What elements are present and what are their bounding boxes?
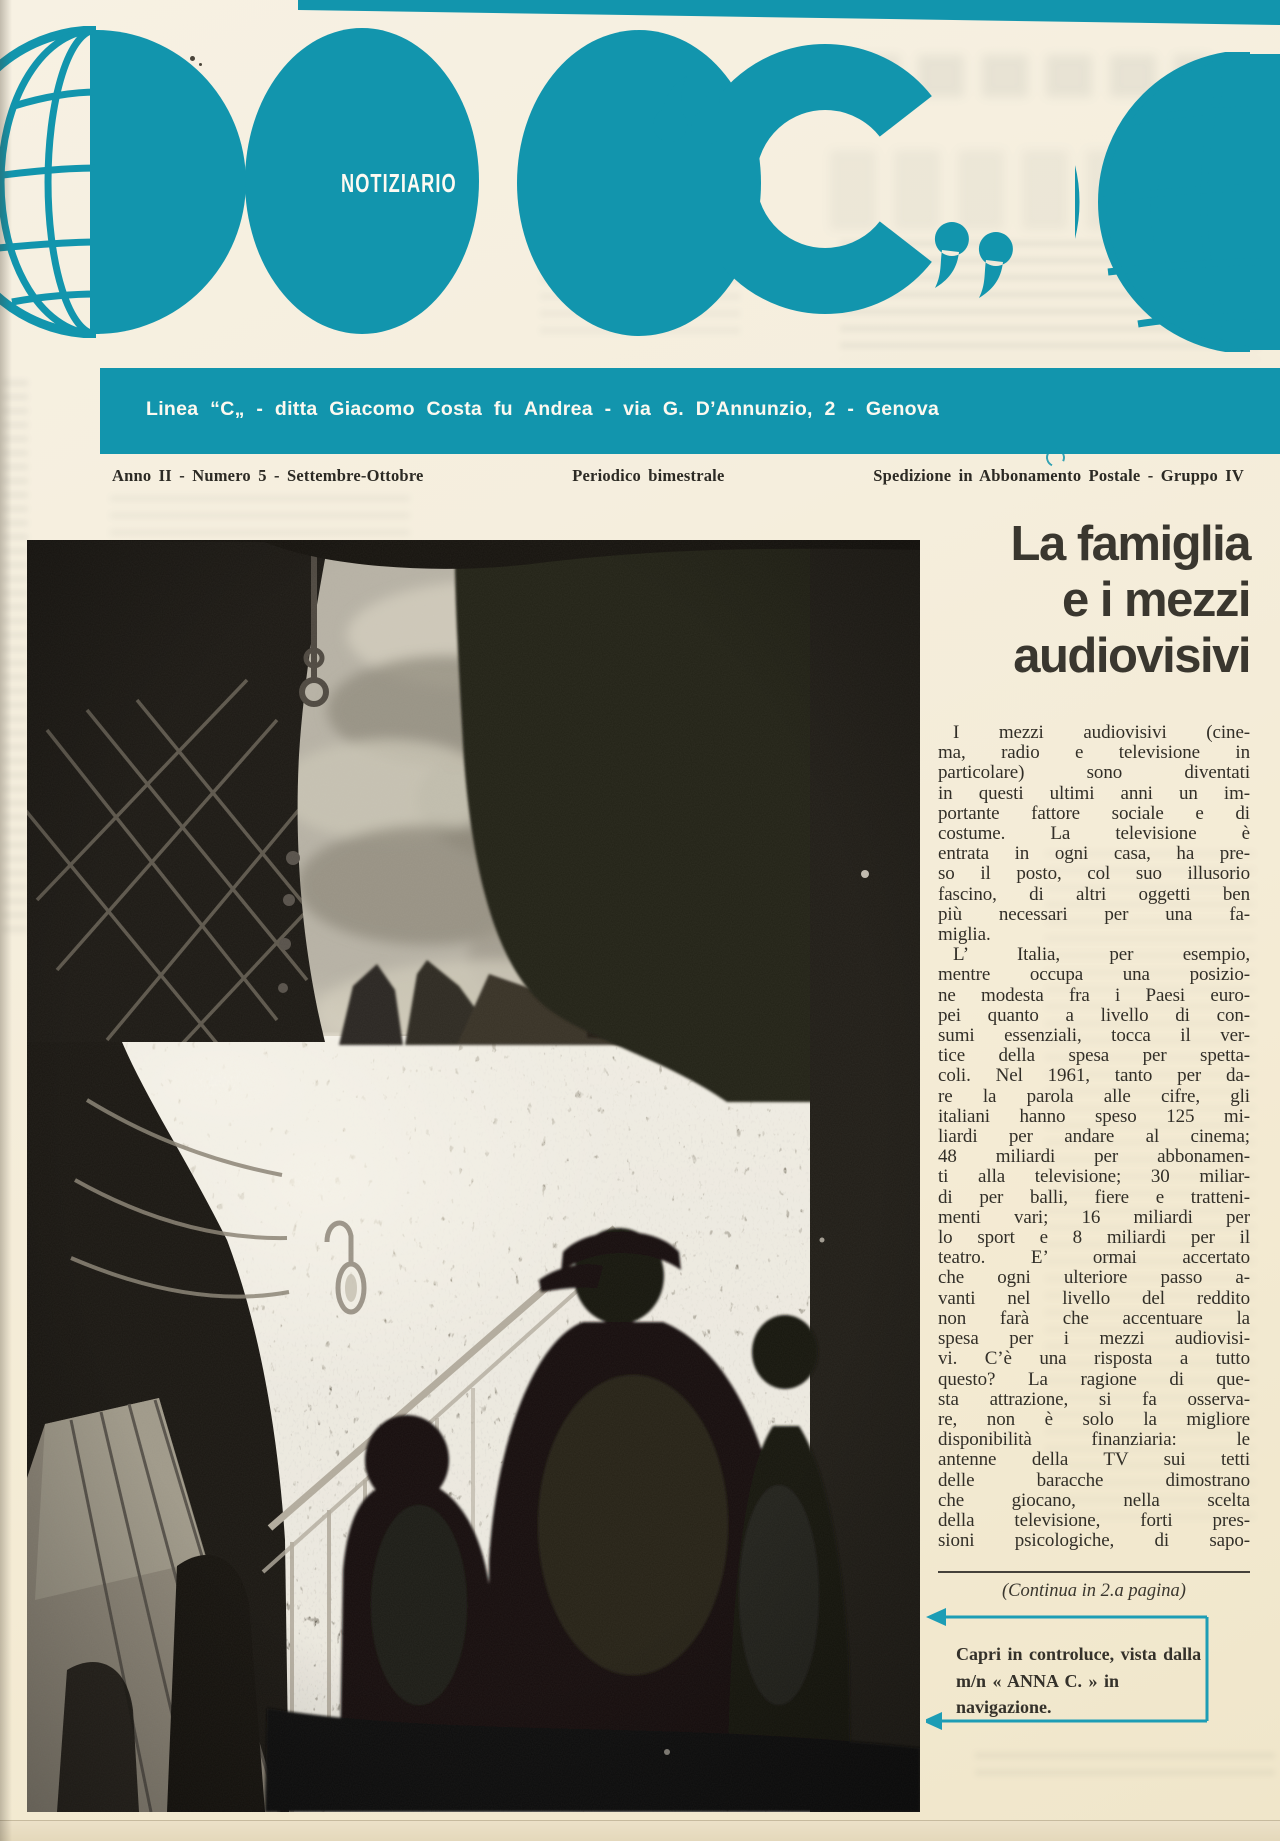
dust-speck [199, 63, 202, 66]
body-line: che giocano, nella scelta [938, 1489, 1250, 1511]
page-bottom-edge [0, 1820, 1280, 1841]
body-line: ti alla televisione; 30 miliar- [938, 1166, 1250, 1188]
body-line: vanti nel livello del reddito [938, 1287, 1250, 1309]
body-line: menti vari; 16 miliardi per [938, 1206, 1250, 1228]
photo-caption [956, 1641, 1210, 1721]
body-line: delle baracche dimostrano [938, 1469, 1250, 1491]
body-line: di per balli, fiere e tratteni- [938, 1186, 1250, 1208]
logo-circle-1 [245, 28, 479, 334]
body-line: liardi per andare al cinema; [938, 1126, 1250, 1148]
caption-arrow-bottom-icon [926, 1712, 942, 1730]
logo-close-quote [928, 222, 1024, 300]
body-paragraph [938, 945, 1250, 1551]
article-body [938, 723, 1250, 1551]
body-line: teatro. E’ ormai accertato [938, 1247, 1250, 1269]
body-line: questo? La ragione di que- [938, 1368, 1250, 1390]
body-line: tice della spesa per spetta- [938, 1045, 1250, 1067]
page-left-edge-shadow [0, 0, 12, 1841]
caption-line: m/n « ANNA C. » in navigazione. [956, 1670, 1120, 1717]
ghost-bleed-text [975, 1752, 1275, 1782]
address-bar [100, 368, 1280, 454]
logo-letter-c [722, 38, 938, 322]
body-line: sta attrazione, si fa osserva- [938, 1388, 1250, 1410]
body-line: so il posto, col suo illusorio [938, 863, 1250, 885]
issue-info: Anno II - Numero 5 - Settembre-Ottobre [112, 466, 424, 485]
body-line: costume. La televisione è [938, 823, 1250, 845]
body-line: portante fattore sociale e di [938, 802, 1250, 824]
dust-speck [190, 56, 195, 61]
body-line: più necessari per una fa- [938, 903, 1250, 925]
body-line: antenne della TV sui tetti [938, 1449, 1250, 1471]
continuation-note: (Continua in 2.a pagina) [1002, 1581, 1186, 1601]
body-line: entrata in ogni casa, ha pre- [938, 843, 1250, 865]
body-line: sioni psicologiche, di sapo- [938, 1530, 1250, 1552]
body-line: I mezzi audiovisivi (cine- [953, 722, 1250, 743]
body-line: non farà che accentuare la [938, 1307, 1250, 1329]
globe-grid-icon [1075, 52, 1280, 352]
hero-photo [27, 540, 920, 1812]
body-line: miglia. [938, 924, 991, 946]
body-line: che ogni ulteriore passo a- [938, 1267, 1250, 1289]
issue-postal-info: Spedizione in Abbonamento Postale - Gruppo IV [873, 466, 1244, 485]
body-line: re, non è solo la migliore [938, 1408, 1250, 1430]
body-line: italiani hanno speso 125 mi- [938, 1105, 1250, 1127]
notiziario-label: NOTIZIARIO [341, 168, 457, 198]
body-line: disponibilità finanziaria: le [938, 1429, 1250, 1451]
body-line: della televisione, forti pres- [938, 1509, 1250, 1531]
issue-line [112, 466, 1244, 486]
body-line: L’ Italia, per esempio, [953, 944, 1250, 966]
body-line: coli. Nel 1961, tanto per da- [938, 1065, 1250, 1087]
caption-line: Capri in controluce, vista dalla [956, 1644, 1202, 1664]
body-line: pei quanto a livello di con- [938, 1004, 1250, 1026]
issue-periodicity: Periodico bimestrale [572, 466, 725, 485]
body-paragraph [938, 723, 1250, 945]
body-line: 48 miliardi per abbonamen- [938, 1146, 1250, 1168]
body-line: re la parola alle cifre, gli [938, 1085, 1250, 1107]
body-line: fascino, di altri oggetti ben [938, 883, 1250, 905]
body-line: spesa per i mezzi audiovisi- [938, 1328, 1250, 1350]
body-line: ma, radio e televisione in [938, 742, 1250, 764]
body-line: lo sport e 8 miliardi per il [938, 1227, 1250, 1249]
title-line: La famiglia [1010, 517, 1250, 571]
address-bar-text: Linea “C„ - ditta Giacomo Costa fu Andrea - via G. D’Annunzio, 2 - Genova [146, 398, 940, 420]
photo-vignette [27, 540, 920, 1812]
article-title [938, 516, 1250, 684]
title-line: audiovisivi [1013, 629, 1250, 683]
body-line: ne modesta fra i Paesi euro- [938, 984, 1250, 1006]
body-line: sumi essenziali, tocca il ver- [938, 1025, 1250, 1047]
title-line: e i mezzi [1061, 573, 1250, 627]
body-line: vi. C’è una risposta a tutto [938, 1348, 1250, 1370]
body-line: in questi ultimi anni un im- [938, 782, 1250, 804]
divider-rule [938, 1571, 1250, 1573]
body-line: particolare) sono diventati [938, 762, 1250, 784]
top-rule-bar [298, 0, 1280, 25]
globe-grid-icon [0, 26, 252, 338]
caption-arrow-top-icon [926, 1608, 946, 1626]
body-line: mentre occupa una posizio- [938, 964, 1250, 986]
